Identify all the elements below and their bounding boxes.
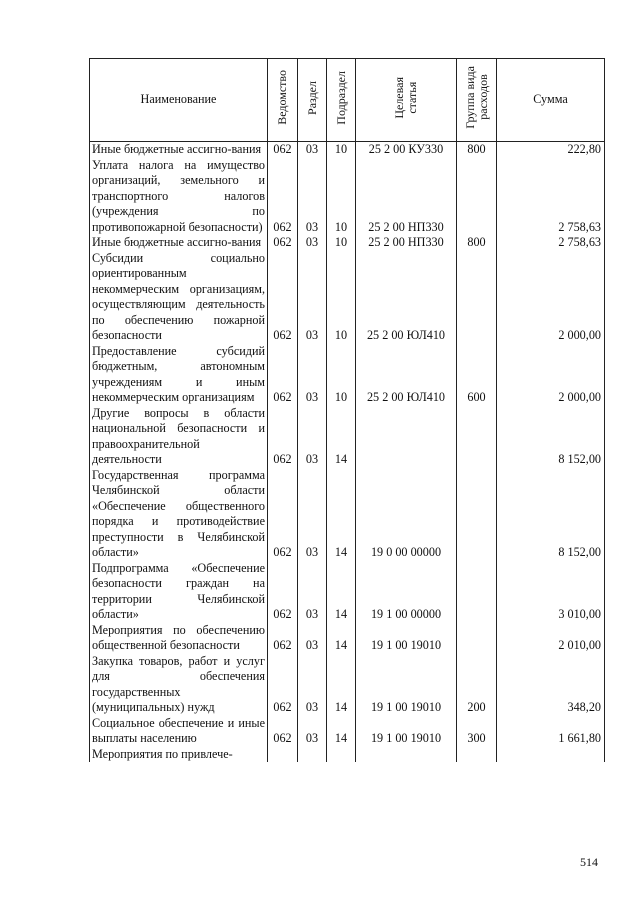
row-sum: 2 000,00 <box>497 344 605 406</box>
row-name: Иные бюджетные ассигно-вания <box>90 142 268 158</box>
row-podrazdel: 10 <box>327 344 356 406</box>
row-razdel: 03 <box>298 142 327 158</box>
row-sum: 8 152,00 <box>497 468 605 561</box>
row-razdel: 03 <box>298 344 327 406</box>
row-vedomstvo: 062 <box>268 561 298 623</box>
row-name: Уплата налога на имущество организаций, земельного и транспортного налогов (учреждения по противопожарной безопасности) <box>90 158 268 236</box>
row-name: Другие вопросы в области национальной безопасности и правоохранительной деятельности <box>90 406 268 468</box>
table-row <box>90 716 605 747</box>
budget-table <box>89 58 605 762</box>
row-razdel: 03 <box>298 158 327 236</box>
table-row <box>90 654 605 716</box>
table-row <box>90 747 605 763</box>
header-podrazdel: Подраздел <box>327 59 356 142</box>
row-vedomstvo: 062 <box>268 235 298 251</box>
row-group <box>457 623 497 654</box>
row-target: 19 1 00 00000 <box>356 561 457 623</box>
row-vedomstvo: 062 <box>268 406 298 468</box>
row-sum: 1 661,80 <box>497 716 605 747</box>
row-group <box>457 747 497 763</box>
row-podrazdel: 14 <box>327 468 356 561</box>
row-target: 19 0 00 00000 <box>356 468 457 561</box>
table-row <box>90 623 605 654</box>
table-row <box>90 158 605 236</box>
row-name: Государственная программа Челябинской области «Обеспечение общественного порядка и противодействие преступности в Челябинской области» <box>90 468 268 561</box>
row-podrazdel <box>327 747 356 763</box>
row-vedomstvo: 062 <box>268 468 298 561</box>
row-sum: 3 010,00 <box>497 561 605 623</box>
row-vedomstvo: 062 <box>268 344 298 406</box>
row-target: 19 1 00 19010 <box>356 654 457 716</box>
table-row <box>90 251 605 344</box>
row-vedomstvo: 062 <box>268 158 298 236</box>
row-sum: 2 000,00 <box>497 251 605 344</box>
row-sum: 2 010,00 <box>497 623 605 654</box>
row-name: Закупка товаров, работ и услуг для обеспечения государственных (муниципальных) нужд <box>90 654 268 716</box>
row-razdel: 03 <box>298 235 327 251</box>
row-sum: 2 758,63 <box>497 235 605 251</box>
header-razdel: Раздел <box>298 59 327 142</box>
row-group: 200 <box>457 654 497 716</box>
row-target <box>356 747 457 763</box>
row-sum: 8 152,00 <box>497 406 605 468</box>
row-sum <box>497 747 605 763</box>
row-podrazdel: 10 <box>327 251 356 344</box>
row-razdel: 03 <box>298 654 327 716</box>
row-podrazdel: 14 <box>327 716 356 747</box>
row-razdel: 03 <box>298 406 327 468</box>
row-group: 600 <box>457 344 497 406</box>
row-vedomstvo: 062 <box>268 251 298 344</box>
row-name: Социальное обеспечение и иные выплаты населению <box>90 716 268 747</box>
row-vedomstvo: 062 <box>268 142 298 158</box>
header-name: Наименование <box>90 59 268 142</box>
row-podrazdel: 14 <box>327 654 356 716</box>
row-vedomstvo: 062 <box>268 623 298 654</box>
row-name: Подпрограмма «Обеспечение безопасности граждан на территории Челябинской области» <box>90 561 268 623</box>
row-razdel: 03 <box>298 561 327 623</box>
row-target: 25 2 00 НП330 <box>356 235 457 251</box>
header-vedomstvo: Ведомство <box>268 59 298 142</box>
row-target: 25 2 00 ЮЛ410 <box>356 344 457 406</box>
row-name: Субсидии социально ориентированным некоммерческим организациям, осуществляющим деятельность по обеспечению пожарной безопасности <box>90 251 268 344</box>
row-name: Мероприятия по обеспечению общественной безопасности <box>90 623 268 654</box>
table-row <box>90 235 605 251</box>
row-target: 19 1 00 19010 <box>356 623 457 654</box>
row-group: 800 <box>457 235 497 251</box>
row-target <box>356 406 457 468</box>
row-group <box>457 158 497 236</box>
header-sum: Сумма <box>497 59 605 142</box>
row-group <box>457 406 497 468</box>
row-group: 800 <box>457 142 497 158</box>
row-podrazdel: 10 <box>327 158 356 236</box>
row-vedomstvo: 062 <box>268 716 298 747</box>
table-row <box>90 561 605 623</box>
row-group <box>457 561 497 623</box>
row-sum: 222,80 <box>497 142 605 158</box>
row-vedomstvo: 062 <box>268 654 298 716</box>
table-row <box>90 142 605 158</box>
row-podrazdel: 14 <box>327 561 356 623</box>
row-podrazdel: 14 <box>327 406 356 468</box>
table-row <box>90 468 605 561</box>
row-razdel: 03 <box>298 251 327 344</box>
row-razdel: 03 <box>298 623 327 654</box>
row-podrazdel: 10 <box>327 142 356 158</box>
row-podrazdel: 14 <box>327 623 356 654</box>
row-razdel: 03 <box>298 468 327 561</box>
header-group: Группа вида расходов <box>457 59 497 142</box>
row-target: 25 2 00 НП330 <box>356 158 457 236</box>
row-name: Мероприятия по привлече- <box>90 747 268 763</box>
row-target: 25 2 00 КУ330 <box>356 142 457 158</box>
row-vedomstvo <box>268 747 298 763</box>
row-razdel <box>298 747 327 763</box>
table-row <box>90 344 605 406</box>
page-number: 514 <box>580 855 598 869</box>
header-target: Целевая статья <box>356 59 457 142</box>
row-group <box>457 468 497 561</box>
row-name: Иные бюджетные ассигно-вания <box>90 235 268 251</box>
row-sum: 348,20 <box>497 654 605 716</box>
table-header-row <box>90 59 605 142</box>
row-razdel: 03 <box>298 716 327 747</box>
table-row <box>90 406 605 468</box>
row-sum: 2 758,63 <box>497 158 605 236</box>
row-group <box>457 251 497 344</box>
row-podrazdel: 10 <box>327 235 356 251</box>
row-name: Предоставление субсидий бюджетным, автономным учреждениям и иным некоммерческим организациям <box>90 344 268 406</box>
table-body <box>90 142 605 763</box>
row-target: 25 2 00 ЮЛ410 <box>356 251 457 344</box>
row-group: 300 <box>457 716 497 747</box>
row-target: 19 1 00 19010 <box>356 716 457 747</box>
